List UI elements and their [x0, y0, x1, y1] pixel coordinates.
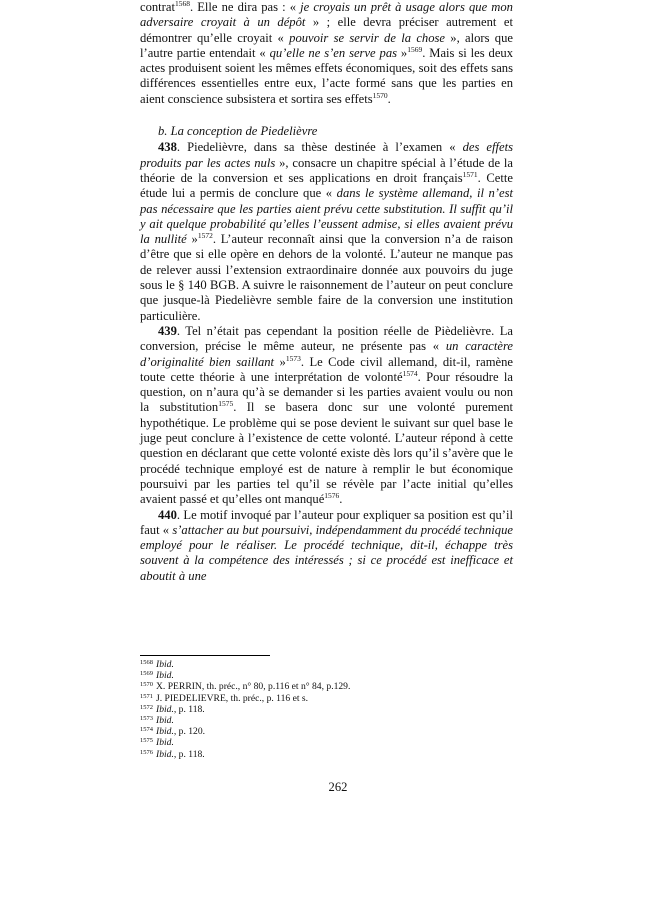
text-run: » [397, 45, 408, 60]
text-run: . Piedelièvre, dans sa thèse destinée à l’examen « [176, 140, 463, 155]
footnote-number: 1569 [140, 670, 153, 678]
text-run: des effets produits par les actes nuls [140, 140, 514, 170]
text-run: s’attacher au but poursuivi, indépendamment du procédé technique employé pour le réaliser. Le procédé technique, dit-il, échappe très souvent à la compétence des intéressés ; si ce procédé est inefficace et aboutit à une [140, 522, 513, 583]
footnote [140, 670, 513, 681]
text-run: . [387, 91, 391, 106]
text-run: . Le motif invoqué par l’auteur pour expliquer sa position est qu’il faut « [140, 507, 513, 537]
paragraph [140, 324, 513, 508]
paragraph [140, 0, 513, 107]
footnote-number: 1574 [140, 726, 153, 734]
section-heading [140, 124, 513, 139]
footnote [140, 659, 513, 670]
footnote-number: 1572 [140, 703, 153, 711]
paragraph-number: 440 [158, 507, 177, 522]
footnote-reference: 1574 [402, 368, 418, 378]
footnote-reference: 1573 [285, 353, 301, 363]
text-run: Ibid. [156, 715, 174, 727]
text-run: » [274, 354, 286, 369]
footnote-reference: 1570 [372, 90, 388, 100]
text-run: . L’auteur reconnaît ainsi que la conversion n’a de raison d’être que si elle opère en dehors de la volonté. L’auteur ne manque pas de relever aussi l’extension extraordinaire donnée aux pouvoirs du juge sous le § 140 BGB. A suivre le raisonnement de l’auteur on peut conclure que jusque-là Piedelièvre semble faire de la conversion une institution particulière. [140, 232, 514, 323]
footnote-reference: 1571 [462, 169, 478, 179]
text-run: », alors que l’autre partie entendait « [140, 30, 513, 60]
footnote-number: 1576 [140, 748, 153, 756]
text-run: . Elle ne dira pas : « [189, 0, 301, 14]
text-run: . Le Code civil allemand, dit-il, ramène toute cette théorie à une interprétation de volonté [140, 354, 513, 384]
footnote [140, 737, 513, 748]
text-run: » [186, 232, 198, 247]
text-run: , p. 120. [173, 726, 206, 738]
footnotes [140, 659, 513, 760]
text-run: Ibid. [156, 726, 174, 738]
text-run: un caractère d’originalité bien saillant [140, 339, 513, 369]
footnote-number: 1573 [140, 715, 153, 723]
footnote [140, 681, 513, 692]
text-run: , p. 118. [173, 703, 205, 715]
footnote-reference: 1576 [324, 491, 340, 501]
text-run: contrat [140, 0, 175, 14]
text-run: . Il se basera donc sur une volonté purement hypothétique. Le problème qui se pose devient le suivant sur quel base le juge peut conclure à l’existence de cette volonté. L’auteur répond à cette question en déclarant que cette volonté existe dès lors qu’il s’avère que le procédé technique employé est de nature à remplir le but économique poursuivi par les parties tel qu’il se révèle par l’acte initial qu’elles avaient passé et qu’elles ont manqué [140, 400, 513, 507]
footnote-number: 1570 [140, 681, 153, 689]
footnote-number: 1568 [140, 659, 153, 666]
footnote-reference: 1568 [174, 0, 190, 8]
footnote-reference: 1572 [197, 231, 213, 241]
text-run: dans le système allemand, il n’est pas nécessaire que les parties aient prévu cette substitution. Il suffit qu’il y ait quelque probabilité qu’elles l’eussent admise, si elles avaient prévu la nullité [140, 186, 513, 247]
text-run: Ibid. [156, 703, 174, 715]
paragraph-number: 438 [158, 140, 177, 155]
page-number: 262 [328, 780, 348, 794]
footnote-number: 1571 [140, 692, 153, 700]
text-run: . Tel n’était pas cependant la position réelle de Pièdelièvre. La conversion, précise le même auteur, ne présente pas « [140, 323, 513, 354]
text-run: X. PERRIN, th. préc., n° 80, p.116 et n° 84, p.129. [156, 681, 351, 693]
footnote-separator [140, 655, 270, 656]
text-run: . Pour résoudre la question, on n’aura qu’à se demander si les parties avaient voulu ou non la substitution [140, 369, 513, 415]
text-run: Ibid. [156, 748, 174, 760]
paragraph-number: 439 [158, 323, 177, 338]
text-run: . Cette étude lui a permis de conclure que « [140, 170, 513, 201]
text-run: , p. 118. [173, 748, 205, 760]
paragraph [140, 508, 513, 584]
footnote [140, 749, 513, 760]
footnote [140, 693, 513, 704]
footnote [140, 726, 513, 737]
text-run: », consacre un chapitre spécial à l’étude de la théorie de la conversion et ses applications en droit français [140, 155, 514, 185]
text-run: J. PIEDELIEVRE, th. préc., p. 116 et s. [156, 692, 309, 704]
text-run: Ibid. [156, 737, 174, 749]
text-run: qu’elle ne s’en serve pas [269, 45, 398, 60]
text-run: pouvoir se servir de la chose [289, 30, 445, 45]
text-run: je croyais un prêt à usage alors que mon adversaire croyait à un dépôt [140, 0, 513, 30]
footnote [140, 715, 513, 726]
body-text [140, 0, 513, 584]
text-run: » ; elle devra préciser autrement et démontrer qu’elle croyait « [140, 15, 514, 45]
footnote [140, 704, 513, 715]
footnote-reference: 1575 [218, 399, 234, 409]
paragraph [140, 140, 513, 324]
footnote-reference: 1569 [407, 44, 423, 54]
text-run: . Mais si les deux actes produisent soient les mêmes effets économiques, soit des effets sans différences essentielles entre eux, l’acte formé sans que les parties en aient conscience subsistera et sortira ses effets [140, 45, 514, 106]
text-run: . [339, 492, 343, 507]
footnote-number: 1575 [140, 737, 153, 745]
text-run: Ibid. [156, 659, 174, 670]
text-run: b. La conception de Piedelièvre [158, 124, 318, 139]
text-run: Ibid. [156, 670, 174, 682]
